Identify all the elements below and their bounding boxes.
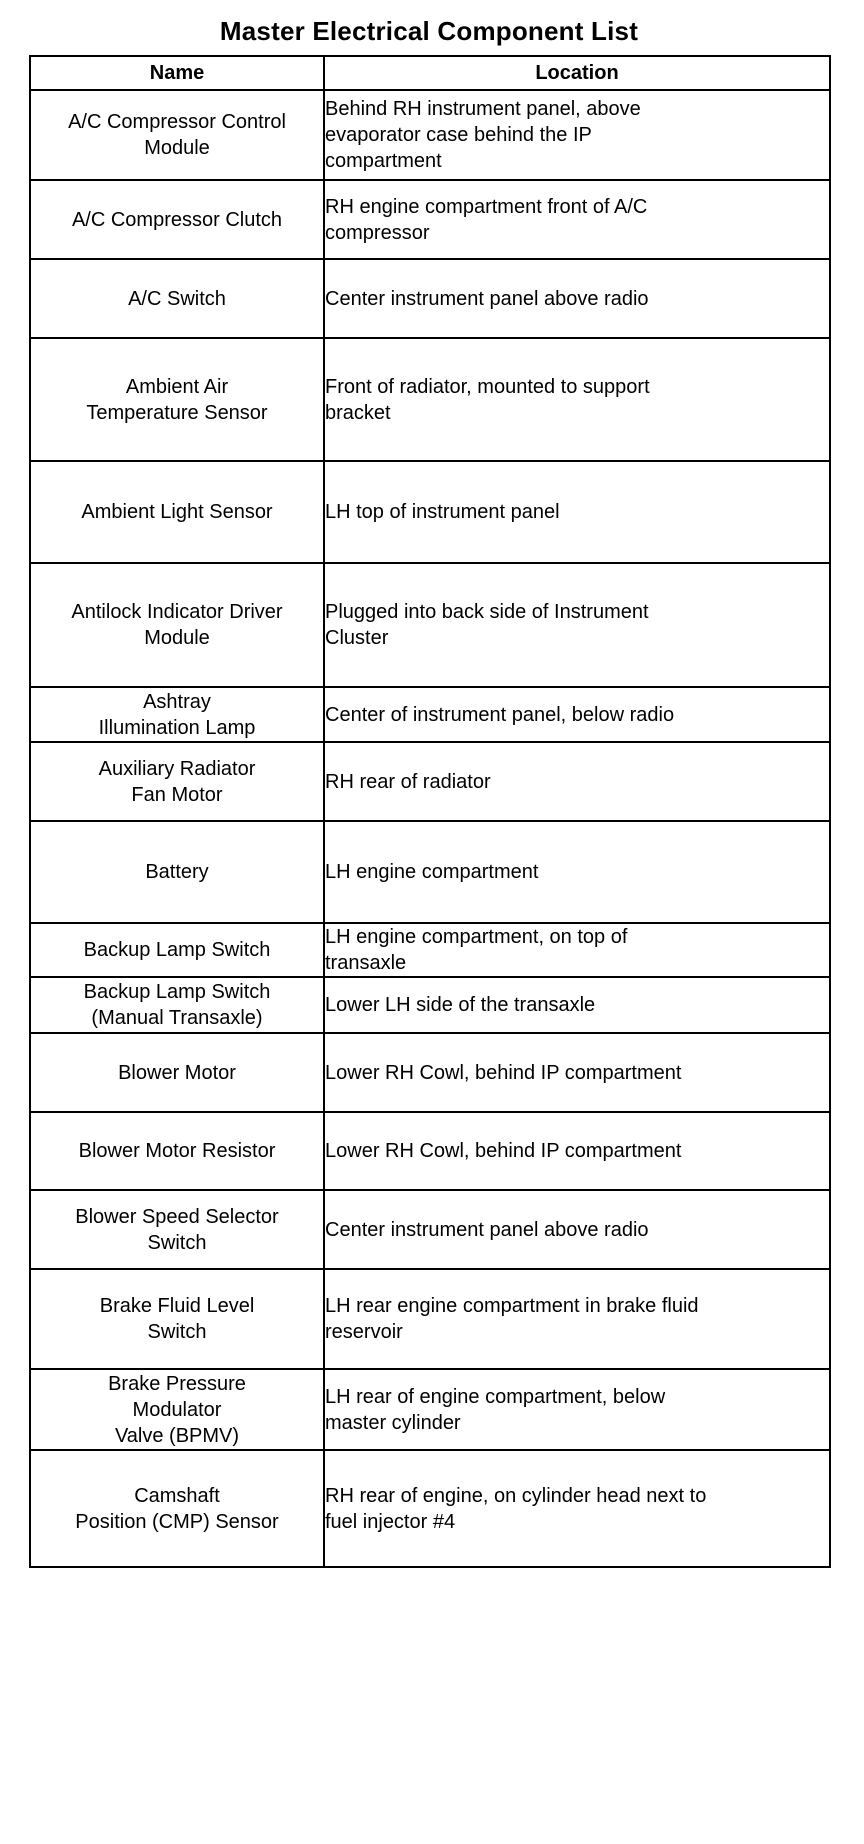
table-row [30,338,830,461]
component-name-cell [30,687,324,742]
component-location: LH rear engine compartment in brake fluid reservoir [325,1295,699,1343]
component-location-cell [324,563,830,687]
component-name: Blower Motor Resistor [78,1140,276,1162]
table-row [30,1112,830,1190]
component-name: Antilock Indicator Driver Module [71,601,283,649]
component-location-cell [324,821,830,923]
component-name: A/C Compressor Clutch [71,208,283,231]
table-row [30,90,830,180]
component-name-cell [30,923,324,977]
component-name: Backup Lamp Switch [83,939,271,961]
component-name-cell [30,90,324,180]
component-name: Ambient Air Temperature Sensor [86,375,268,424]
component-location-cell [324,1190,830,1269]
component-location: LH engine compartment [325,861,539,883]
component-name-cell [30,1190,324,1269]
component-location: Plugged into back side of Instrument Cluster [325,601,649,649]
table-row [30,1369,830,1450]
component-name-cell [30,180,324,259]
component-name-cell [30,977,324,1033]
component-location-cell [324,1033,830,1112]
component-name: Blower Motor [118,1061,236,1084]
table-row [30,1269,830,1369]
table-row [30,259,830,338]
component-location-cell [324,180,830,259]
component-name-cell [30,1450,324,1567]
component-location-cell [324,1369,830,1450]
component-name-cell [30,1112,324,1190]
component-name-cell [30,338,324,461]
component-location: Center instrument panel above radio [325,1218,649,1241]
component-name-cell [30,461,324,563]
component-location: RH rear of engine, on cylinder head next to fuel injector #4 [325,1484,707,1533]
component-name-cell [30,742,324,821]
component-location: RH engine compartment front of A/C compressor [325,195,648,244]
component-location: Lower LH side of the transaxle [325,994,596,1016]
table-row [30,1190,830,1269]
table-row [30,923,830,977]
component-name-cell [30,259,324,338]
table-row [30,563,830,687]
component-location-cell [324,1450,830,1567]
table-row [30,1450,830,1567]
component-name-cell [30,1369,324,1450]
component-table [29,55,831,1568]
component-name-cell [30,1269,324,1369]
component-location: LH engine compartment, on top of transaxle [325,926,628,974]
component-location-cell [324,742,830,821]
table-row [30,821,830,923]
component-location: LH top of instrument panel [325,501,560,523]
component-name: Ambient Light Sensor [81,501,273,523]
table-row [30,461,830,563]
component-location-cell [324,338,830,461]
component-location-cell [324,461,830,563]
component-location: Center instrument panel above radio [325,287,649,310]
component-location: Center of instrument panel, below radio [325,703,675,726]
component-name: Battery [145,861,209,883]
column-header-name: Name [30,56,324,90]
component-name-cell [30,1033,324,1112]
component-location: Lower RH Cowl, behind IP compartment [325,1061,682,1084]
table-header-row [30,56,830,90]
component-name: Blower Speed Selector Switch [75,1205,279,1254]
component-location: LH rear of engine compartment, below master cylinder [325,1385,666,1434]
table-row [30,180,830,259]
component-location-cell [324,977,830,1033]
component-name-cell [30,563,324,687]
component-location-cell [324,1269,830,1369]
component-name: Ashtray Illumination Lamp [98,690,256,739]
table-row [30,1033,830,1112]
component-location: Front of radiator, mounted to support bracket [325,375,650,424]
component-name: Brake Pressure Modulator Valve (BPMV) [108,1372,246,1447]
component-name: Camshaft Position (CMP) Sensor [75,1484,279,1533]
component-location-cell [324,1112,830,1190]
component-location: RH rear of radiator [325,770,491,793]
component-location: Behind RH instrument panel, above evaporator case behind the IP compartment [325,98,641,172]
table-row [30,977,830,1033]
column-header-location: Location [324,56,830,90]
table-row [30,687,830,742]
component-name: Backup Lamp Switch (Manual Transaxle) [83,981,271,1029]
component-name: A/C Compressor Control Module [68,111,286,159]
component-name: Auxiliary Radiator Fan Motor [98,757,256,806]
component-name-cell [30,821,324,923]
component-location-cell [324,923,830,977]
component-location-cell [324,687,830,742]
component-location: Lower RH Cowl, behind IP compartment [325,1140,682,1162]
component-location-cell [324,90,830,180]
component-name: A/C Switch [128,287,226,310]
table-row [30,742,830,821]
component-name: Brake Fluid Level Switch [99,1295,255,1343]
component-location-cell [324,259,830,338]
document-title: Master Electrical Component List [219,16,639,46]
